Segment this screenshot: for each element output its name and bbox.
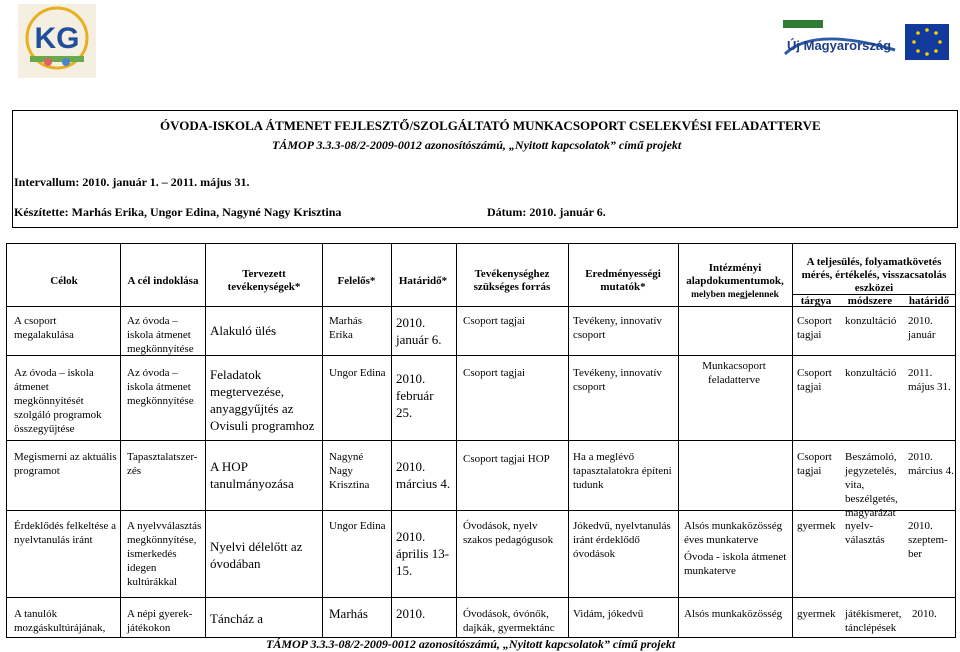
table-cell: A HOP tanulmányozása [210, 459, 294, 491]
table-cell: Jókedvű, nyelvtanulás iránt érdeklődő óvodások [573, 520, 671, 560]
header-targya: tárgya [800, 295, 832, 307]
table-cell: Beszámoló, jegyzetelés, vita, beszélgetés, magyarázat [845, 451, 898, 519]
table-cell: Munkacsoport feladatterve [702, 360, 766, 386]
table-cell: Nyelvi délelőtt az óvodában [210, 539, 303, 571]
table-cell: Óvodások, óvónők, dajkák, gyermektánc [463, 608, 555, 634]
header-felelos: Felelős* [337, 275, 376, 287]
interval-line: Intervallum: 2010. január 1. – 2011. május 31. [14, 175, 250, 189]
table-cell: konzultáció [845, 367, 897, 379]
table-cell: 2011. május 31. [908, 367, 951, 393]
row-divider [6, 597, 956, 598]
page-footer: TÁMOP 3.3.3-08/2-2009-0012 azonosítószámú, „Nyitott kapcsolatok” című projekt [266, 637, 676, 651]
table-cell: Csoport tagjai [463, 315, 526, 327]
table-cell: 2010. [396, 606, 426, 621]
table-cell: Óvoda - iskola átmenet munkaterve [684, 551, 787, 577]
header-forras: Tevékenységhez szükséges forrás [473, 268, 551, 293]
table-cell: gyermek [797, 520, 836, 532]
table-cell: Alsós munkaközösség [684, 608, 783, 620]
table-cell: Csoport tagjai [463, 367, 526, 379]
table-cell: Táncház a [210, 611, 264, 626]
header-alapdok: Intézményi alapdokumentumok, [686, 262, 784, 287]
table-cell: 2010. február 25. [396, 371, 434, 420]
header-indoklas: A cél indoklása [127, 275, 199, 287]
table-cell: Az óvoda – iskola átmenet megkönnyítését szolgáló programok összegyűjtése [14, 367, 102, 435]
document-subtitle: TÁMOP 3.3.3-08/2-2009-0012 azonosítószámú, „Nyitott kapcsolatok” című projekt [272, 138, 682, 152]
table-cell: Megismerni az aktuális programot [14, 451, 117, 477]
table-cell: játékismeret, tánclépések [845, 608, 902, 634]
row-divider [6, 510, 956, 511]
table-cell: Ungor Edina [329, 520, 386, 532]
row-divider [6, 440, 956, 441]
table-cell: 2010. március 4. [908, 451, 954, 477]
document-title: ÓVODA-ISKOLA ÁTMENET FEJLESZTŐ/SZOLGÁLTATÓ MUNKACSOPORT CSELEKVÉSI FELADATTERVE [160, 118, 821, 133]
table-cell: Csoport tagjai HOP [463, 453, 550, 465]
table-cell: Óvodások, nyelv szakos pedagógusok [463, 520, 554, 546]
kg-logo-letters: KG [34, 22, 80, 55]
table-cell: Csoport tagjai [797, 367, 832, 393]
table-cell: Tapasztalatszer-zés [127, 451, 198, 477]
table-cell: Ha a meglévő tapasztalatokra építeni tudunk [573, 451, 672, 491]
table-cell: Tevékeny, innovatív csoport [573, 367, 662, 393]
table-cell: 2010. [912, 608, 937, 620]
table-cell: A nyelvválasztás megkönnyítése, ismerkedés idegen kultúrákkal [127, 520, 202, 588]
table-cell: Marhás [329, 606, 368, 621]
header-modszere: módszere [847, 295, 893, 307]
table-cell: 2010. március 4. [396, 459, 451, 491]
table-cell: Vidám, jókedvű [573, 608, 644, 620]
table-cell: Nagyné Nagy Krisztina [329, 451, 370, 491]
table-cell: 2010. szeptem-ber [908, 520, 948, 560]
header-teljesules: A teljesülés, folyamatkövetés mérés, értékelés, visszacsatolás eszközei [801, 256, 947, 294]
table-cell: Az óvoda – iskola átmenet megkönnyítése [127, 367, 194, 407]
table-cell: 2010. január [908, 315, 936, 341]
table-cell: Marhás Erika [329, 315, 362, 341]
uj-magyarorszag-text: Új Magyarország [787, 38, 892, 53]
header-celok: Célok [50, 275, 78, 287]
table-cell: Az óvoda – iskola átmenet megkönnyítése [127, 315, 194, 355]
table-cell: konzultáció [845, 315, 897, 327]
date-line: Dátum: 2010. január 6. [487, 205, 606, 219]
table-cell: Tevékeny, innovatív csoport [573, 315, 662, 341]
table-cell: Feladatok megtervezése, anyaggyűjtés az Ovisuli programhoz [210, 367, 315, 433]
table-cell: nyelv-választás [845, 520, 885, 546]
uj-magyarorszag-logo [783, 20, 951, 64]
table-cell: Csoport tagjai [797, 451, 832, 477]
table-cell: gyermek [797, 608, 836, 620]
header-tervezett: Tervezett tevékenységek* [227, 268, 301, 293]
table-cell: Csoport tagjai [797, 315, 832, 341]
kg-logo [18, 4, 96, 78]
table-cell: 2010. április 13-15. [396, 529, 450, 578]
header-mutatok: Eredményességi mutatók* [585, 268, 661, 293]
table-cell: A csoport megalakulása [14, 315, 74, 341]
table-cell: A tanulók mozgáskultúrájának, [14, 608, 106, 634]
table-cell: Alsós munkaközösség éves munkaterve [684, 520, 783, 546]
table-cell: 2010. január 6. [396, 315, 442, 347]
table-cell: Érdeklődés felkeltése a nyelvtanulás iránt [14, 520, 117, 546]
header-hatarido-sub: határidő [908, 295, 950, 307]
authors-line: Készítette: Marhás Erika, Ungor Edina, Nagyné Nagy Krisztina [14, 205, 342, 219]
table-cell: Alakuló ülés [210, 323, 277, 338]
table-cell: A népi gyerek-játékokon [127, 608, 193, 634]
header-hatarido: Határidő* [398, 275, 448, 287]
header-alapdok-sub: melyben megjelennek [691, 290, 779, 300]
table-cell: Ungor Edina [329, 367, 386, 379]
